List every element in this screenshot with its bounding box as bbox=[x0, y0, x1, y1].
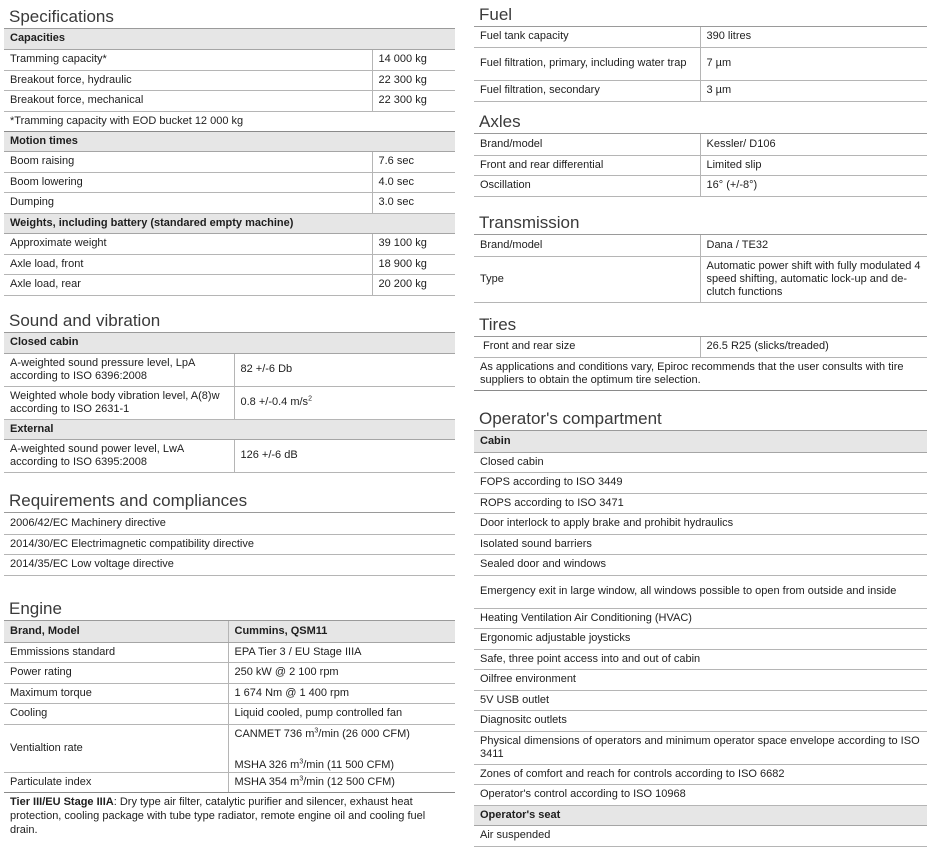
cabin-item: Safe, three point access into and out of cabin bbox=[474, 649, 927, 669]
unit-superscript: 3 bbox=[314, 726, 319, 734]
cell-label: Tramming capacity* bbox=[4, 49, 372, 70]
cell-value: 4.0 sec bbox=[372, 172, 455, 192]
cell-label: Type bbox=[474, 256, 700, 302]
table-row bbox=[4, 662, 455, 683]
list-item bbox=[474, 731, 927, 764]
cell-label: Particulate index bbox=[4, 772, 228, 792]
table-row bbox=[4, 172, 455, 192]
cell-label: Emmissions standard bbox=[4, 642, 228, 662]
table-row bbox=[474, 80, 927, 101]
unit-superscript: 3 bbox=[299, 774, 304, 782]
table-row bbox=[474, 175, 927, 196]
cell-label: Boom lowering bbox=[4, 172, 372, 192]
table-row bbox=[474, 27, 927, 47]
cabin-item: Closed cabin bbox=[474, 452, 927, 472]
cabin-item: Oilfree environment bbox=[474, 669, 927, 690]
list-item bbox=[474, 690, 927, 710]
engine-note-bold: Tier III/EU Stage IIIA bbox=[10, 795, 114, 808]
engine-table bbox=[4, 621, 455, 793]
cell-value: 3 µm bbox=[700, 80, 927, 101]
specifications-title: Specifications bbox=[4, 5, 455, 29]
cabin-item: Heating Ventilation Air Conditioning (HVAC) bbox=[474, 608, 927, 628]
list-item bbox=[474, 534, 927, 554]
ventilation-msha bbox=[235, 759, 450, 772]
cell-label: A-weighted sound power level, LwA according to ISO 6395:2008 bbox=[4, 439, 234, 472]
msha-text: MSHA 326 m bbox=[234, 758, 300, 771]
weights-header: Weights, including battery (standared empty machine) bbox=[4, 213, 455, 233]
fuel-section bbox=[474, 3, 927, 102]
table-row bbox=[4, 90, 455, 111]
cell-label: Dumping bbox=[4, 192, 372, 213]
cell-label: Brand/model bbox=[474, 134, 700, 155]
list-item bbox=[4, 534, 455, 554]
cabin-item: FOPS according to ISO 3449 bbox=[474, 472, 927, 493]
cell-value bbox=[228, 724, 455, 772]
cell-value: Dana / TE32 bbox=[700, 235, 927, 256]
canmet-text: /min (26 000 CFM) bbox=[318, 727, 410, 740]
unit-superscript: 2 bbox=[308, 395, 312, 403]
cell-label: Axle load, rear bbox=[4, 274, 372, 295]
cell-value: 14 000 kg bbox=[372, 49, 455, 70]
cell-value: Kessler/ D106 bbox=[700, 134, 927, 155]
table-row bbox=[4, 642, 455, 662]
cabin-item: Physical dimensions of operators and minimum operator space envelope according to ISO 3411 bbox=[474, 731, 927, 764]
closed-cabin-header: Closed cabin bbox=[4, 333, 455, 353]
cell-value: 1 674 Nm @ 1 400 rpm bbox=[228, 683, 455, 703]
canmet-text: CANMET 736 m bbox=[234, 727, 315, 740]
table-row bbox=[4, 772, 455, 792]
operator-table bbox=[474, 431, 927, 847]
table-row bbox=[4, 274, 455, 295]
cabin-item: Isolated sound barriers bbox=[474, 534, 927, 554]
cell-value: 3.0 sec bbox=[372, 192, 455, 213]
cell-value: 82 +/-6 Db bbox=[234, 353, 455, 386]
cabin-item: Ergonomic adjustable joysticks bbox=[474, 628, 927, 649]
axles-table bbox=[474, 134, 927, 197]
sound-title: Sound and vibration bbox=[4, 309, 455, 333]
transmission-title: Transmission bbox=[474, 211, 927, 235]
table-row bbox=[474, 235, 927, 256]
table-row bbox=[4, 49, 455, 70]
weights-header-row bbox=[4, 213, 455, 233]
cabin-item: Door interlock to apply brake and prohibit hydraulics bbox=[474, 513, 927, 534]
table-row bbox=[4, 254, 455, 274]
list-item bbox=[474, 513, 927, 534]
fuel-table bbox=[474, 27, 927, 102]
cell-value: 39 100 kg bbox=[372, 233, 455, 254]
table-row bbox=[4, 724, 455, 772]
capacities-note: *Tramming capacity with EOD bucket 12 000 kg bbox=[4, 111, 455, 131]
table-row bbox=[474, 256, 927, 302]
specifications-section bbox=[4, 5, 455, 296]
list-item bbox=[474, 710, 927, 731]
cell-label: Front and rear differential bbox=[474, 155, 700, 175]
cell-value: 22 300 kg bbox=[372, 90, 455, 111]
list-item bbox=[474, 825, 927, 846]
cabin-item: ROPS according to ISO 3471 bbox=[474, 493, 927, 513]
requirements-title: Requirements and compliances bbox=[4, 489, 455, 513]
table-row bbox=[474, 47, 927, 80]
cell-label: Cooling bbox=[4, 703, 228, 724]
cell-value: 18 900 kg bbox=[372, 254, 455, 274]
cabin-item: Diagnositc outlets bbox=[474, 710, 927, 731]
cell-label: Breakout force, hydraulic bbox=[4, 70, 372, 90]
cell-label: Maximum torque bbox=[4, 683, 228, 703]
list-item bbox=[474, 575, 927, 608]
engine-header-label: Brand, Model bbox=[4, 621, 228, 642]
specifications-table bbox=[4, 29, 455, 296]
cell-value: 7.6 sec bbox=[372, 151, 455, 172]
table-row bbox=[4, 70, 455, 90]
table-row bbox=[4, 192, 455, 213]
axles-title: Axles bbox=[474, 110, 927, 134]
fuel-title: Fuel bbox=[474, 3, 927, 27]
list-item bbox=[474, 669, 927, 690]
cell-value: 20 200 kg bbox=[372, 274, 455, 295]
cell-label: Fuel filtration, secondary bbox=[474, 80, 700, 101]
table-row bbox=[4, 683, 455, 703]
cell-label: Weighted whole body vibration level, A(8)w according to ISO 2631-1 bbox=[4, 386, 234, 419]
sound-table bbox=[4, 333, 455, 473]
cell-value: 7 µm bbox=[700, 47, 927, 80]
operator-section bbox=[474, 407, 927, 847]
cabin-header-row bbox=[474, 431, 927, 452]
cell-value bbox=[234, 386, 455, 419]
list-item bbox=[4, 513, 455, 534]
requirement-text: 2006/42/EC Machinery directive bbox=[4, 513, 455, 534]
list-item bbox=[474, 493, 927, 513]
axles-section bbox=[474, 110, 927, 197]
table-row bbox=[4, 151, 455, 172]
cell-label: Brand/model bbox=[474, 235, 700, 256]
list-item bbox=[474, 452, 927, 472]
cabin-item: Emergency exit in large window, all windows possible to open from outside and inside bbox=[474, 575, 927, 608]
cell-label: Approximate weight bbox=[4, 233, 372, 254]
list-item bbox=[474, 628, 927, 649]
table-row bbox=[4, 353, 455, 386]
capacities-header-row bbox=[4, 29, 455, 49]
list-item bbox=[474, 764, 927, 784]
requirements-table bbox=[4, 513, 455, 576]
cell-label: A-weighted sound pressure level, LpA according to ISO 6396:2008 bbox=[4, 353, 234, 386]
seat-item: Air suspended bbox=[474, 825, 927, 846]
cell-value: Limited slip bbox=[700, 155, 927, 175]
requirements-section bbox=[4, 489, 455, 576]
cabin-item: Zones of comfort and reach for controls according to ISO 6682 bbox=[474, 764, 927, 784]
closed-cabin-header-row bbox=[4, 333, 455, 353]
table-row bbox=[4, 439, 455, 472]
engine-note-text: : Dry type air filter, catalytic purifier and silencer, exhaust heat protection, cooling package with tube type radiator, remote engine oil and cooling fuel drain. bbox=[10, 795, 426, 836]
engine-title: Engine bbox=[4, 597, 455, 621]
cell-value: 22 300 kg bbox=[372, 70, 455, 90]
capacities-header: Capacities bbox=[4, 29, 455, 49]
tires-note: As applications and conditions vary, Epiroc recommends that the user consults with tire suppliers to obtain the optimum tire selection. bbox=[474, 357, 927, 390]
table-row bbox=[474, 134, 927, 155]
cell-label: Boom raising bbox=[4, 151, 372, 172]
list-item bbox=[474, 784, 927, 805]
particulate-text: MSHA 354 m bbox=[234, 775, 300, 788]
cell-value: Liquid cooled, pump controlled fan bbox=[228, 703, 455, 724]
cabin-item: 5V USB outlet bbox=[474, 690, 927, 710]
cell-label: Breakout force, mechanical bbox=[4, 90, 372, 111]
list-item bbox=[474, 554, 927, 575]
cell-value: 26.5 R25 (slicks/treaded) bbox=[700, 337, 927, 357]
cabin-item: Operator's control according to ISO 10968 bbox=[474, 784, 927, 805]
table-row bbox=[4, 703, 455, 724]
motion-times-header: Motion times bbox=[4, 131, 455, 151]
cell-label: Front and rear size bbox=[474, 337, 700, 357]
tires-section bbox=[474, 313, 927, 391]
engine-header-row bbox=[4, 621, 455, 642]
seat-header: Operator's seat bbox=[474, 805, 927, 825]
engine-note bbox=[4, 793, 455, 839]
list-item bbox=[474, 472, 927, 493]
capacities-note-row bbox=[4, 111, 455, 131]
cell-value bbox=[228, 772, 455, 792]
tires-note-row bbox=[474, 357, 927, 390]
vibration-value: 0.8 +/-0.4 m/s bbox=[240, 396, 309, 408]
cell-label: Power rating bbox=[4, 662, 228, 683]
cell-value: Automatic power shift with fully modulated 4 speed shifting, automatic lock-up and de-clutch functions bbox=[700, 256, 927, 302]
seat-header-row bbox=[474, 805, 927, 825]
msha-text: /min (11 500 CFM) bbox=[303, 758, 395, 771]
cabin-item: Sealed door and windows bbox=[474, 554, 927, 575]
cell-value: 126 +/-6 dB bbox=[234, 439, 455, 472]
tires-table bbox=[474, 337, 927, 391]
transmission-section bbox=[474, 211, 927, 303]
cell-label: Ventialtion rate bbox=[4, 724, 228, 772]
tires-title: Tires bbox=[474, 313, 927, 337]
cabin-header: Cabin bbox=[474, 431, 927, 452]
external-header: External bbox=[4, 419, 455, 439]
unit-superscript: 3 bbox=[299, 757, 304, 765]
engine-section bbox=[4, 597, 455, 839]
motion-header-row bbox=[4, 131, 455, 151]
cell-value: 250 kW @ 2 100 rpm bbox=[228, 662, 455, 683]
particulate-text: /min (12 500 CFM) bbox=[303, 775, 395, 788]
sound-section bbox=[4, 309, 455, 473]
table-row bbox=[474, 337, 927, 357]
external-header-row bbox=[4, 419, 455, 439]
transmission-table bbox=[474, 235, 927, 303]
requirement-text: 2014/30/EC Electrimagnetic compatibility directive bbox=[4, 534, 455, 554]
list-item bbox=[474, 608, 927, 628]
table-row bbox=[474, 155, 927, 175]
requirement-text: 2014/35/EC Low voltage directive bbox=[4, 554, 455, 575]
table-row bbox=[4, 233, 455, 254]
engine-header-value: Cummins, QSM11 bbox=[228, 621, 455, 642]
cell-value: 390 litres bbox=[700, 27, 927, 47]
cell-value: EPA Tier 3 / EU Stage IIIA bbox=[228, 642, 455, 662]
ventilation-canmet bbox=[235, 728, 450, 759]
table-row bbox=[4, 386, 455, 419]
list-item bbox=[474, 649, 927, 669]
cell-label: Fuel filtration, primary, including water trap bbox=[474, 47, 700, 80]
cell-label: Oscillation bbox=[474, 175, 700, 196]
list-item bbox=[4, 554, 455, 575]
cell-label: Axle load, front bbox=[4, 254, 372, 274]
cell-label: Fuel tank capacity bbox=[474, 27, 700, 47]
operator-title: Operator's compartment bbox=[474, 407, 927, 431]
cell-value: 16° (+/-8°) bbox=[700, 175, 927, 196]
